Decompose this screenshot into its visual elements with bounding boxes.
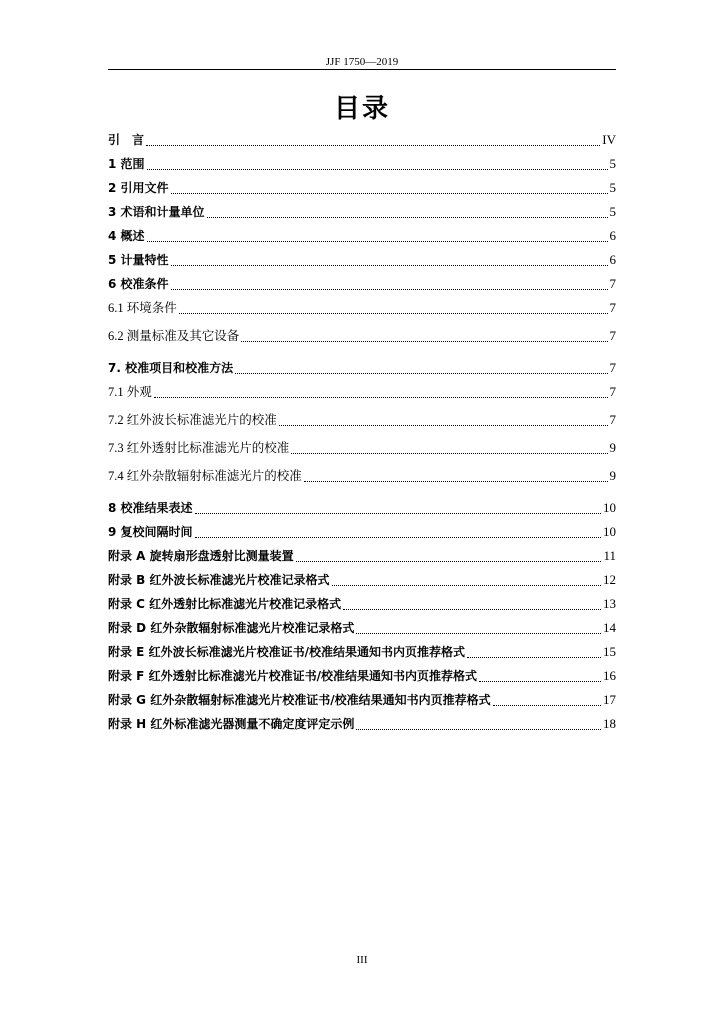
- toc-dot-leader: [356, 729, 601, 730]
- toc-dot-leader: [479, 681, 601, 682]
- toc-entry-title: 测量标准及其它设备: [126, 328, 240, 343]
- toc-entry-page: 12: [603, 572, 616, 587]
- toc-entry-title: 红外杂散辐射标准滤光片校准证书/校准结果通知书内页推荐格式: [150, 693, 491, 707]
- toc-dot-leader: [195, 537, 601, 538]
- toc-entry-number: 6.2: [108, 329, 127, 343]
- toc-entry-number: 附录 B: [108, 573, 150, 587]
- toc-dot-leader: [171, 265, 608, 266]
- toc-entry-number: 附录 C: [108, 597, 150, 611]
- toc-dot-leader: [154, 397, 608, 398]
- toc-entry: [108, 521, 616, 543]
- toc-entry-title: 红外透射比标准滤光片校准证书/校准结果通知书内页推荐格式: [148, 669, 477, 683]
- toc-entry-title: 红外透射比标准滤光片校准记录格式: [149, 597, 342, 611]
- toc-entry: [108, 249, 616, 271]
- toc-entry: [108, 273, 616, 295]
- toc-entry: [108, 713, 616, 735]
- toc-entry: [108, 297, 616, 319]
- toc-entry-number: 7.: [108, 361, 126, 375]
- header-rule: [108, 69, 616, 70]
- toc-dot-leader: [343, 609, 601, 610]
- toc-entry-page: 18: [603, 716, 616, 731]
- toc-entry-number: 附录 G: [108, 693, 151, 707]
- toc-dot-leader: [171, 193, 608, 194]
- toc-entry-title: 校准条件: [120, 277, 169, 291]
- toc-dot-leader: [467, 657, 601, 658]
- toc-entry: [108, 357, 616, 379]
- toc-dot-leader: [195, 513, 601, 514]
- toc-entry-number: 9: [108, 525, 121, 539]
- toc-entry: [108, 409, 616, 431]
- toc-entry-number: 附录 E: [108, 645, 149, 659]
- toc-entry-page: 16: [603, 668, 616, 683]
- toc-entry: [108, 437, 616, 459]
- toc-dot-leader: [332, 585, 601, 586]
- toc-entry: [108, 465, 616, 487]
- toc-entry: [108, 617, 616, 639]
- toc-entry-number: 5: [108, 253, 121, 267]
- toc-entry-number: 附录 A: [108, 549, 150, 563]
- toc-entry-number: 引 言: [108, 133, 145, 147]
- toc-entry-page: 9: [609, 440, 616, 455]
- toc-entry-page: 7: [609, 276, 616, 291]
- toc-entry: [108, 201, 616, 223]
- toc-entry-page: 9: [609, 468, 616, 483]
- toc-entry: [108, 665, 616, 687]
- toc-dot-leader: [147, 169, 608, 170]
- toc-entry-title: 计量特性: [120, 253, 169, 267]
- toc-dot-leader: [179, 313, 608, 314]
- toc-entry-number: 附录 D: [108, 621, 151, 635]
- toc-dot-leader: [241, 341, 607, 342]
- toc-entry-number: 1: [108, 157, 121, 171]
- page-title: 目录: [333, 94, 390, 124]
- toc-entry-title: 红外波长标准滤光片的校准: [126, 412, 277, 427]
- toc-entry-title: 环境条件: [126, 300, 177, 315]
- toc-entry-title: 旋转扇形盘透射比测量装置: [149, 549, 294, 563]
- toc-entry: [108, 381, 616, 403]
- toc-entry-title: 红外波长标准滤光片校准证书/校准结果通知书内页推荐格式: [148, 645, 465, 659]
- toc-entry-page: 13: [603, 596, 616, 611]
- toc-entry-title: 概述: [120, 229, 145, 243]
- toc-entry: [108, 325, 616, 347]
- toc-entry-title: 红外杂散辐射标准滤光片的校准: [126, 468, 302, 483]
- toc-entry-page: 11: [603, 548, 616, 563]
- toc-entry-page: 15: [603, 644, 616, 659]
- toc-entry-page: 6: [609, 228, 616, 243]
- toc-entry-page: 14: [603, 620, 616, 635]
- toc-entry-page: 7: [609, 328, 616, 343]
- toc-entry-number: 2: [108, 181, 121, 195]
- toc-entry-title: 红外杂散辐射标准滤光片校准记录格式: [150, 621, 355, 635]
- toc-entry-page: 7: [609, 300, 616, 315]
- toc-entry: [108, 569, 616, 591]
- toc-entry-title: 校准项目和校准方法: [125, 361, 234, 375]
- toc-dot-leader: [147, 241, 608, 242]
- toc-entry-page: 17: [603, 692, 616, 707]
- toc-entry-title: 引用文件: [120, 181, 169, 195]
- toc-entry-number: 7.3: [108, 441, 127, 455]
- toc-entry-title: 红外波长标准滤光片校准记录格式: [149, 573, 330, 587]
- toc-entry-page: 10: [603, 500, 616, 515]
- toc-entry-title: 外观: [126, 384, 152, 399]
- toc-entry-page: 6: [609, 252, 616, 267]
- toc-entry-number: 7.4: [108, 469, 127, 483]
- toc-entry-number: 4: [108, 229, 121, 243]
- toc-dot-leader: [207, 217, 608, 218]
- toc-entry-page: 10: [603, 524, 616, 539]
- running-header: JJF 1750—2019: [325, 56, 399, 68]
- toc-dot-leader: [279, 425, 608, 426]
- toc-entry-page: 7: [609, 384, 616, 399]
- toc-entry-number: 6: [108, 277, 121, 291]
- toc-entry-title: 范围: [120, 157, 145, 171]
- toc-entry-page: 7: [609, 360, 616, 375]
- toc-entry-number: 7.2: [108, 413, 127, 427]
- page-number: III: [356, 954, 368, 966]
- toc-entry-page: 7: [609, 412, 616, 427]
- toc-dot-leader: [235, 373, 607, 374]
- toc-dot-leader: [291, 453, 607, 454]
- toc-entry-number: 7.1: [108, 385, 127, 399]
- toc-entry-page: 5: [609, 156, 616, 171]
- toc-entry-number: 附录 F: [108, 669, 149, 683]
- toc-dot-leader: [296, 561, 602, 562]
- toc-entry-title: 术语和计量单位: [120, 205, 205, 219]
- toc-dot-leader: [493, 705, 601, 706]
- toc-entry: [108, 689, 616, 711]
- toc-entry-title: 红外标准滤光器测量不确定度评定示例: [150, 717, 355, 731]
- toc-entry: [108, 153, 616, 175]
- toc-dot-leader: [356, 633, 601, 634]
- toc-entry: [108, 593, 616, 615]
- toc-entry-number: 附录 H: [108, 717, 151, 731]
- toc-entry-number: 3: [108, 205, 121, 219]
- toc-entry: [108, 177, 616, 199]
- toc-dot-leader: [304, 481, 608, 482]
- toc-entry-number: 6.1: [108, 301, 127, 315]
- toc-entry-title: 红外透射比标准滤光片的校准: [126, 440, 290, 455]
- toc-entry: [108, 225, 616, 247]
- toc-entry: [108, 497, 616, 519]
- toc-entry-page: 5: [609, 204, 616, 219]
- toc-entry: [108, 641, 616, 663]
- toc-dot-leader: [171, 289, 608, 290]
- toc-entry: [108, 129, 616, 151]
- toc-entry-number: 8: [108, 501, 121, 515]
- toc-entry-page: IV: [602, 132, 616, 147]
- toc-dot-leader: [146, 145, 600, 146]
- toc-entry-page: 5: [609, 180, 616, 195]
- toc-entry: [108, 545, 616, 567]
- toc-entry-title: 校准结果表述: [120, 501, 193, 515]
- toc-entry-title: 复校间隔时间: [120, 525, 193, 539]
